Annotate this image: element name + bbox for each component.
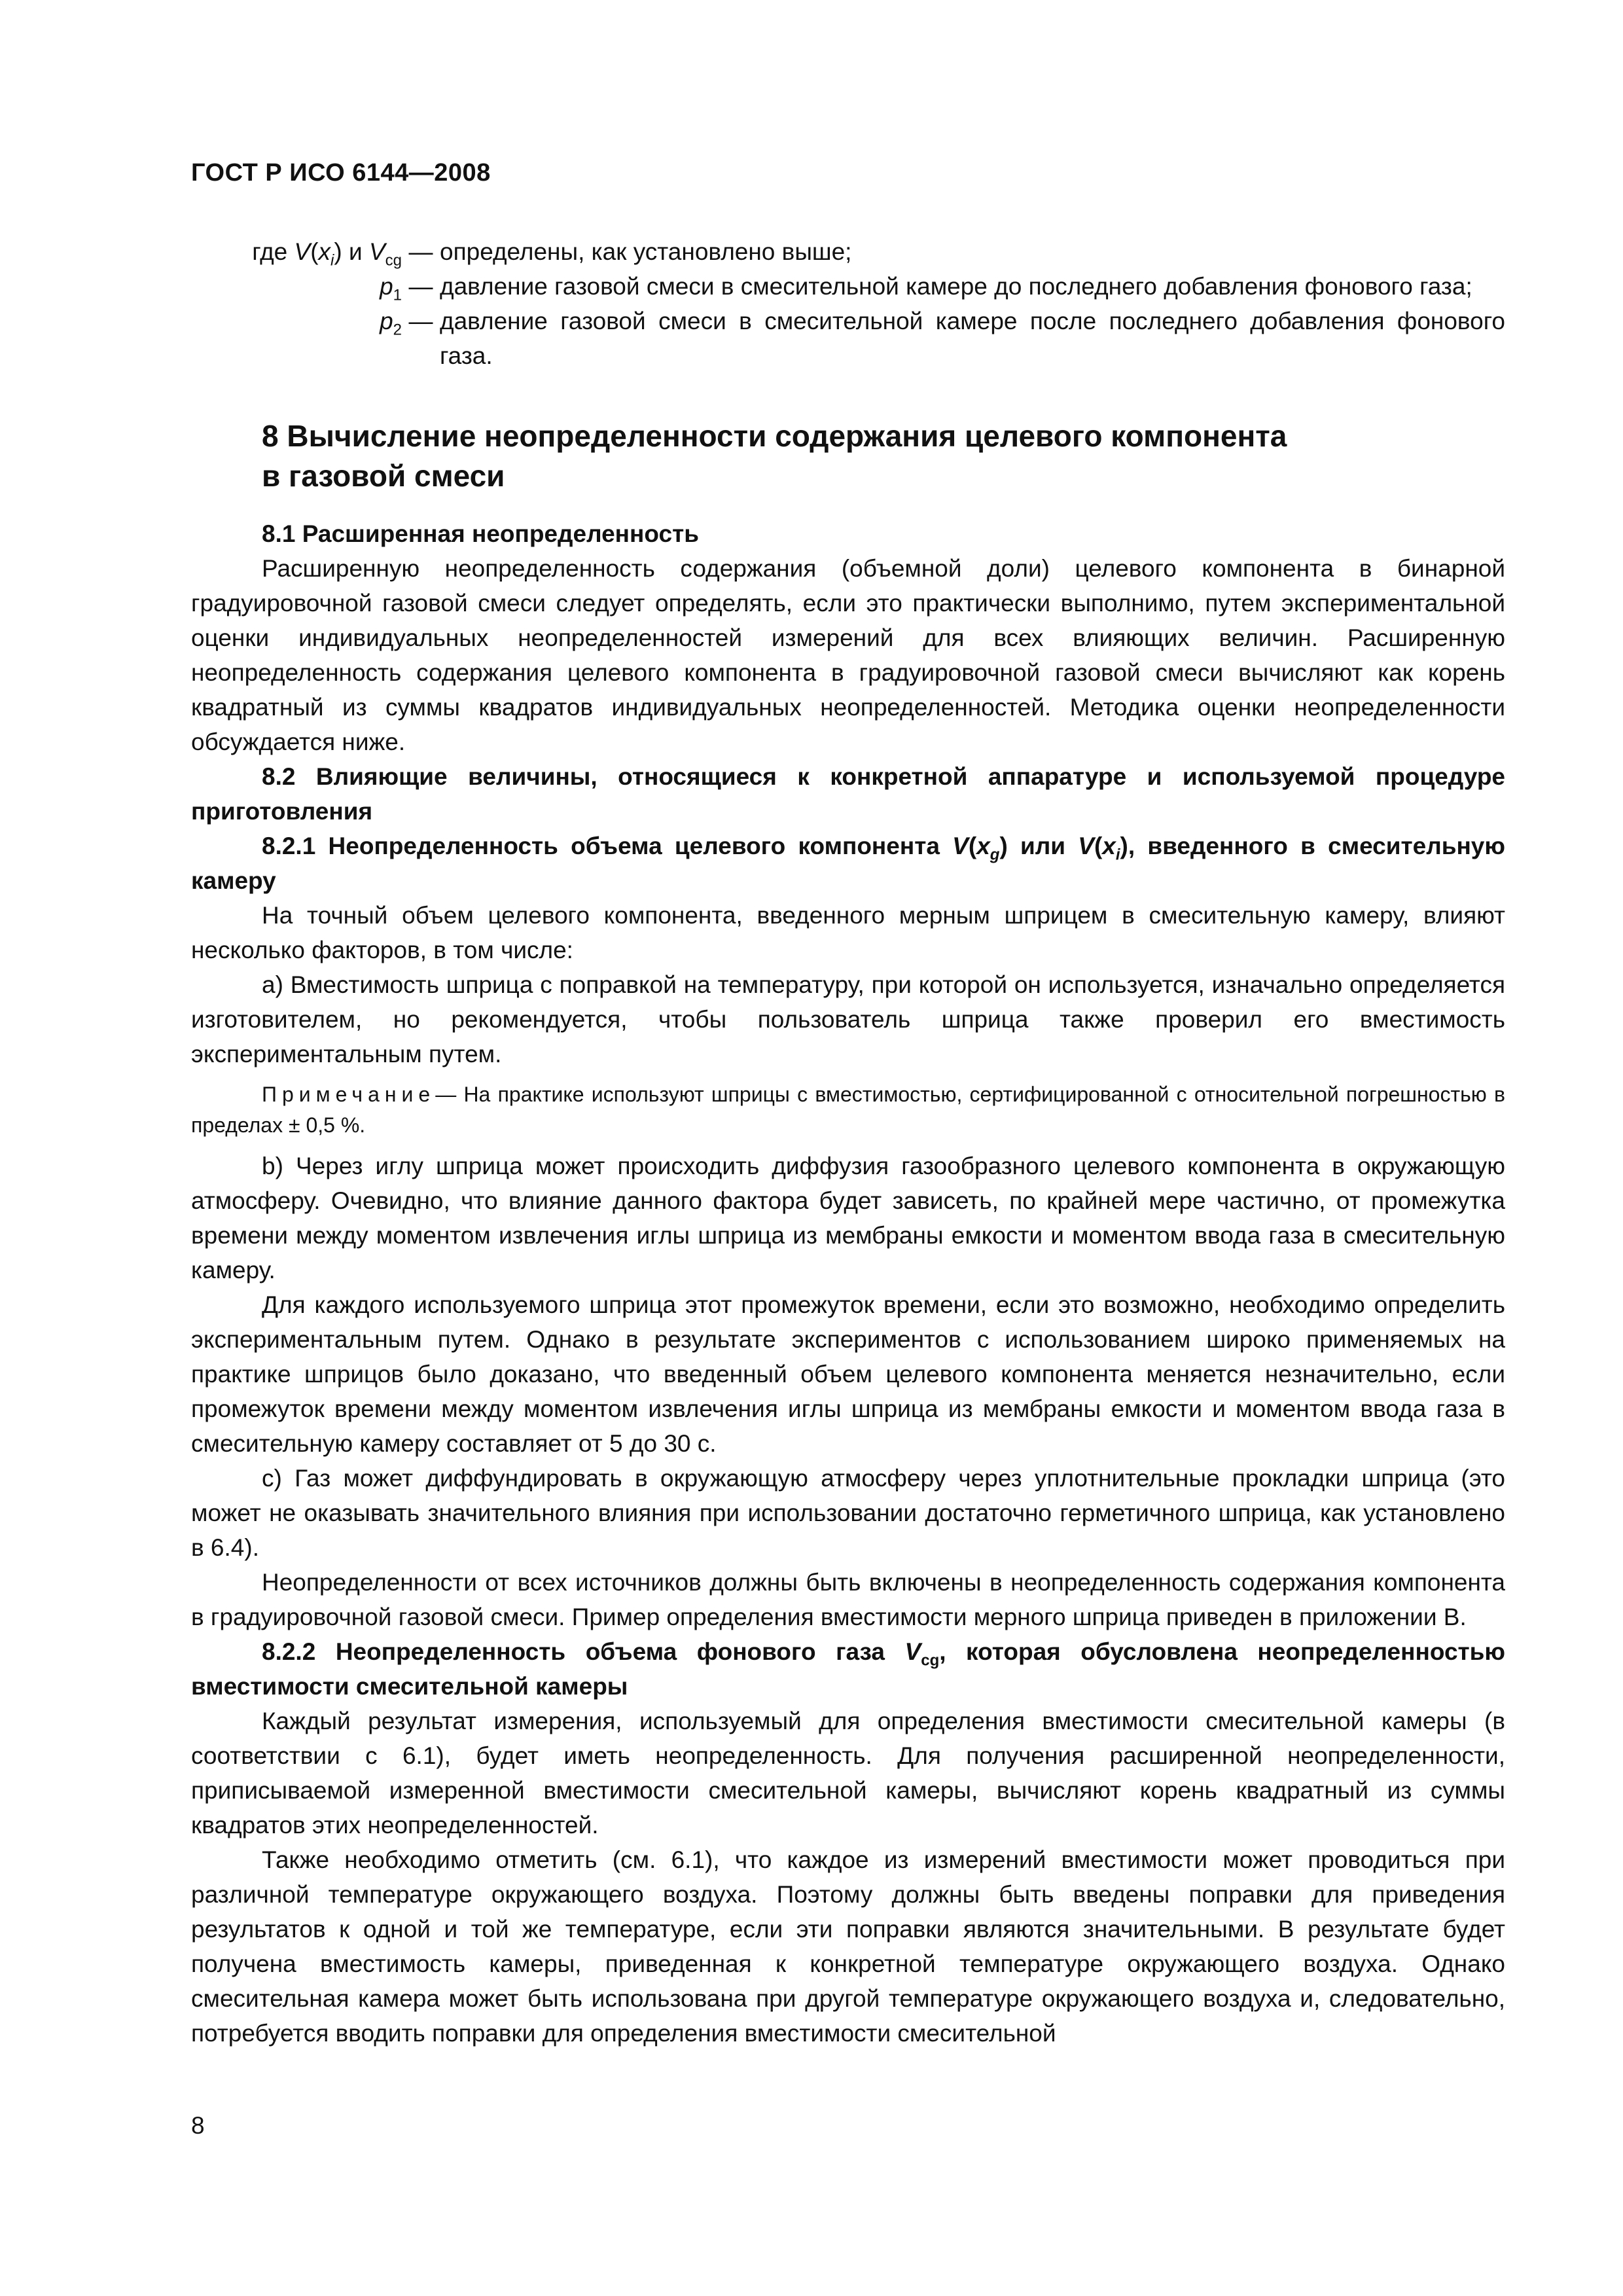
note-text: — На практике используют шприцы с вместимостью, сертифицированной с относительной погрешностью в пределах ± 0,5 %. xyxy=(191,1083,1505,1137)
legend-term: $p_1$ xyxy=(380,273,402,304)
paragraph: Расширенную неопределенность содержания (объемной доли) целевого компонента в бинарной градуировочной газовой смеси следует определять, если это практически выполнимо, путем экспериментальной оценки индивидуальных неопределенностей измерений для всех влияющих величин. Расширенную неопределенность содержания целевого компонента в градуировочной газовой смеси вычисляют как корень квадратный из суммы квадратов индивидуальных неопределенностей. Методика оценки неопределенности обсуждается ниже. xyxy=(191,555,1505,755)
legend-row xyxy=(191,234,1505,269)
subsection-heading: 8.2 Влияющие величины, относящиеся к конкретной аппаратуре и используемой процедуре приготовления xyxy=(191,763,1505,825)
section-heading-line: 8 Вычисление неопределенности содержания целевого компонента xyxy=(262,419,1287,453)
paragraph: c) Газ может диффундировать в окружающую атмосферу через уплотнительные прокладки шприца (это может не оказывать значительного влияния при использовании достаточно герметичного шприца, как установлено в 6.4). xyxy=(191,1465,1505,1561)
subsection-heading: 8.1 Расширенная неопределенность xyxy=(262,520,699,547)
page-number: 8 xyxy=(191,2112,205,2139)
section-body xyxy=(191,516,1505,2051)
legend-term: где $V(x_i)$ и $V_{cg}$ xyxy=(252,238,402,270)
legend-dash: — xyxy=(408,308,433,334)
symbol-legend xyxy=(191,234,1505,373)
paragraph: b) Через иглу шприца может происходить диффузия газообразного целевого компонента в окружающую атмосферу. Очевидно, что влияние данного фактора будет зависеть, по крайней мере частично, от промежутка времени между моментом извлечения иглы шприца из мембраны емкости и моментом ввода газа в смесительную камеру. xyxy=(191,1153,1505,1283)
section-heading-line: в газовой смеси xyxy=(262,459,505,493)
subsection-heading: 8.2.1 Неопределенность объема целевого компонента $V(x_g)$ или $V(x_i)$, введенного в смесительную камеру xyxy=(191,833,1505,894)
document-header: ГОСТ Р ИСО 6144—2008 xyxy=(191,159,491,187)
legend-row xyxy=(191,269,1505,304)
note-label: Примечание xyxy=(262,1083,436,1106)
subsection-heading: 8.2.2 Неопределенность объема фонового газа $V_{cg}$, которая обусловлена неопределенностью вместимости смесительной камеры xyxy=(191,1638,1505,1700)
legend-description: давление газовой смеси в смесительной камере до последнего добавления фонового газа; xyxy=(440,273,1472,300)
legend-dash: — xyxy=(408,273,433,300)
section-heading xyxy=(262,416,1505,496)
paragraph: Неопределенности от всех источников должны быть включены в неопределенность содержания компонента в градуировочной газовой смеси. Пример определения вместимости мерного шприца приведен в приложении В. xyxy=(191,1569,1505,1630)
paragraph: Для каждого используемого шприца этот промежуток времени, если это возможно, необходимо определить экспериментальным путем. Однако в результате экспериментов с использованием широко применяемых на практике шприцов было доказано, что введенный объем целевого компонента меняется незначительно, если промежуток времени между моментом извлечения иглы шприца из мембраны емкости и моментом ввода газа в смесительную камеру составляет от 5 до 30 с. xyxy=(191,1291,1505,1457)
paragraph: На точный объем целевого компонента, введенного мерным шприцем в смесительную камеру, влияют несколько факторов, в том числе: xyxy=(191,902,1505,963)
legend-row xyxy=(191,304,1505,373)
legend-description: определены, как установлено выше; xyxy=(440,238,852,265)
legend-dash: — xyxy=(408,238,433,265)
paragraph: Каждый результат измерения, используемый для определения вместимости смесительной камеры (в соответствии с 6.1), будет иметь неопределенность. Для получения расширенной неопределенности, приписываемой измеренной вместимости смесительной камеры, вычисляют корень квадратный из суммы квадратов этих неопределенностей. xyxy=(191,1708,1505,1839)
page-content xyxy=(191,234,1505,2051)
paragraph: a) Вместимость шприца с поправкой на температуру, при которой он используется, изначально определяется изготовителем, но рекомендуется, чтобы пользователь шприца также проверил его вместимость экспериментальным путем. xyxy=(191,971,1505,1067)
legend-description: давление газовой смеси в смесительной камере после последнего добавления фонового газа. xyxy=(440,308,1505,369)
paragraph: Также необходимо отметить (см. 6.1), что каждое из измерений вместимости может проводиться при различной температуре окружающего воздуха. Поэтому должны быть введены поправки для приведения результатов к одной и той же температуре, если эти поправки являются значительными. В результате будет получена вместимость камеры, приведенная к конкретной температуре окружающего воздуха. Однако смесительная камера может быть использована при другой температуре окружающего воздуха и, следовательно, потребуется вводить поправки для определения вместимости смесительной xyxy=(191,1846,1505,2047)
note xyxy=(191,1079,1505,1141)
legend-term: $p_2$ xyxy=(380,308,402,339)
